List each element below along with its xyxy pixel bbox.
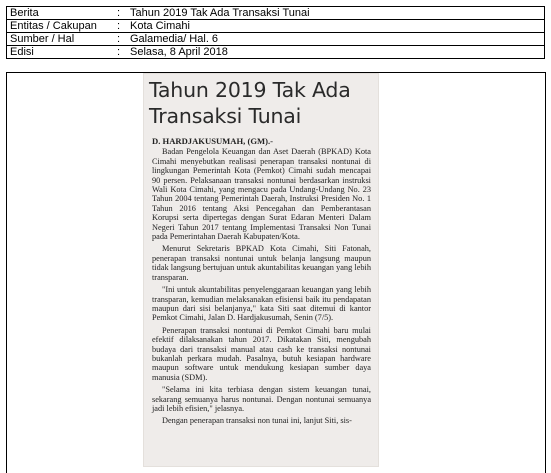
metadata-row-edisi: [7, 46, 545, 59]
newspaper-clipping: [143, 73, 379, 467]
article-paragraph: Badan Pengelola Keuangan dan Aset Daerah (BPKAD) Kota Cimahi menyebutkan realisasi penerapan transaksi nontunai di lingkungan Pemerintah Kota (Pemkot) Cimahi sudah mencapai 90 persen. Pelaksanaan transaksi nontunai berdasarkan instruksi Wali Kota Cimahi, yang mengacu pada Undang-Undang No. 23 Tahun 2004 tentang Pemerintah Daerah, Instruksi Presiden No. 1 Tahun 2016 tentang Aksi Pencegahan dan Pemberantasan Korupsi serta dipertegas dengan Surat Edaran Menteri Dalam Negeri Tahun 2017 tentang Implementasi Transaksi Non Tunai pada Pemerintahan Daerah Kabupaten/Kota.: [152, 147, 371, 242]
metadata-separator: :: [117, 46, 127, 59]
article-body: [152, 137, 371, 426]
metadata-label: Entitas / Cakupan: [7, 20, 118, 33]
metadata-separator: :: [117, 20, 127, 33]
metadata-row-entitas: [7, 20, 545, 33]
metadata-label: Sumber / Hal: [7, 33, 118, 46]
article-paragraph: "Ini untuk akuntabilitas penyelenggaraan keuangan yang lebih transparan, kemudian melaksanakan efisiensi baik itu pendapatan maupun dari sisi belanjanya," kata Siti saat ditemui di kantor Pemkot Cimahi, Jalan D. Hardjakusumah, Senin (7/5).: [152, 285, 371, 323]
article-paragraph: Penerapan transaksi nontunai di Pemkot Cimahi baru mulai efektif dilaksanakan tahun 2017. Dikatakan Siti, mengubah budaya dari transaksi manual atau cash ke transaksi nontunai bukanlah perkara mudah. Pasalnya, butuh kesiapan hardware maupun software untuk mendukung kesiapan sumber daya manusia (SDM).: [152, 325, 371, 382]
metadata-value: Tahun 2019 Tak Ada Transaksi Tunai: [127, 7, 545, 20]
metadata-value: Galamedia/ Hal. 6: [127, 33, 545, 46]
metadata-table: [6, 6, 545, 59]
metadata-separator: :: [117, 7, 127, 20]
article-paragraph: Menurut Sekretaris BPKAD Kota Cimahi, Siti Fatonah, penerapan transaksi nontunai untuk belanja langsung maupun tidak langsung bertujuan untuk akuntabilitas keuangan yang lebih transparan.: [152, 244, 371, 282]
article-byline: D. HARDJAKUSUMAH, (GM).-: [152, 136, 274, 146]
metadata-row-sumber: [7, 33, 545, 46]
metadata-value: Selasa, 8 April 2018: [127, 46, 545, 59]
article-headline: [149, 77, 373, 129]
headline-line: Transaksi Tunai: [149, 104, 302, 128]
metadata-label: Edisi: [7, 46, 118, 59]
headline-line: Tahun 2019 Tak Ada: [149, 78, 351, 102]
metadata-label: Berita: [7, 7, 118, 20]
metadata-value: Kota Cimahi: [127, 20, 545, 33]
metadata-separator: :: [117, 33, 127, 46]
article-paragraph: "Selama ini kita terbiasa dengan sistem keuangan tunai, sekarang semuanya harus nontunai. Dengan nontunai semuanya jadi lebih efisien," jelasnya.: [152, 385, 371, 413]
metadata-row-berita: [7, 7, 545, 20]
article-paragraph: Dengan penerapan transaksi non tunai ini, lanjut Siti, sis-: [162, 416, 352, 426]
